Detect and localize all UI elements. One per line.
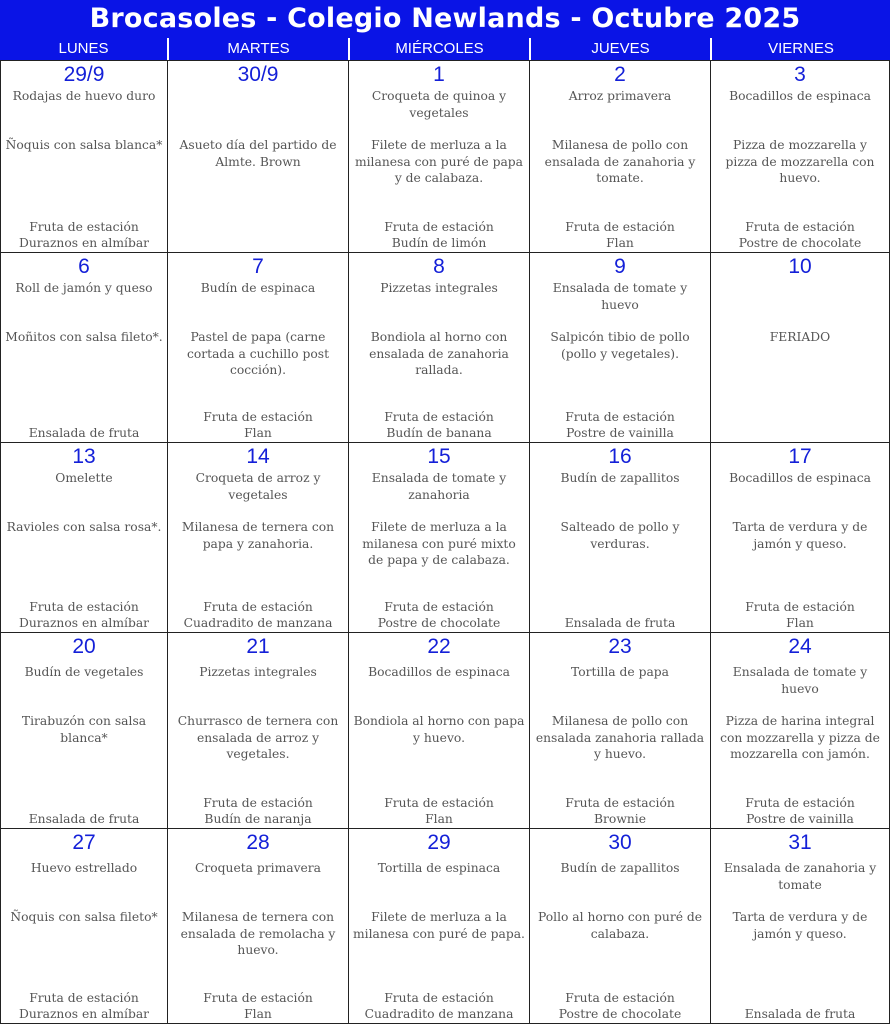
dessert: Postre de vainilla: [746, 811, 854, 826]
fruit: Fruta de estación: [565, 219, 675, 234]
main-course: Milanesa de ternera con papa y zanahoria.: [181, 520, 335, 551]
starter: Croqueta primavera: [194, 861, 322, 875]
day-number: 1: [433, 63, 445, 86]
starter: Budín de vegetales: [24, 665, 144, 679]
fruit: Fruta de estación: [565, 409, 675, 424]
main-course: Filete de merluza a la milanesa con puré de papa.: [353, 910, 525, 941]
fruit: Fruta de estación: [29, 599, 139, 614]
main-course: Bondiola al horno con papa y huevo.: [353, 714, 525, 745]
main-course: Bondiola al horno con ensalada de zanahoria rallada.: [369, 330, 509, 377]
day-number: 14: [246, 445, 270, 468]
fruit: Fruta de estación: [203, 409, 313, 424]
day-cell: [348, 253, 529, 442]
main-course: Pizza de harina integral con mozzarella y pizza de mozzarella con jamón.: [720, 714, 880, 761]
starter: Rodajas de huevo duro: [12, 89, 156, 103]
day-number: 9: [614, 255, 626, 278]
day-cell: [710, 829, 890, 1023]
dessert: Cuadradito de manzana: [183, 615, 333, 630]
starter: Ensalada de zanahoria y tomate: [723, 861, 877, 892]
day-cell: [167, 633, 348, 828]
fruit: Fruta de estación: [745, 599, 855, 614]
day-cell: [167, 253, 348, 442]
weekday-header: [0, 38, 890, 60]
fruit: Fruta de estación: [29, 990, 139, 1005]
fruit: Fruta de estación: [745, 795, 855, 810]
day-number: 31: [788, 831, 812, 854]
day-cell: [710, 61, 890, 252]
dessert: Flan: [425, 811, 453, 826]
day-number: 6: [78, 255, 90, 278]
day-cell: [0, 443, 167, 632]
dessert: Budín de banana: [386, 425, 492, 440]
starter: Bocadillos de espinaca: [368, 665, 510, 679]
fruit: Fruta de estación: [565, 990, 675, 1005]
starter: Ensalada de tomate y huevo: [552, 281, 688, 312]
day-number: 30/9: [237, 63, 279, 86]
day-cell: [529, 633, 710, 828]
dessert: Postre de vainilla: [566, 425, 674, 440]
main-course: Milanesa de pollo con ensalada de zanahoria y tomate.: [544, 138, 696, 185]
dessert: Budín de limón: [391, 235, 487, 250]
main-course: Ravioles con salsa rosa*.: [6, 520, 162, 534]
starter: Pizzetas integrales: [380, 281, 498, 295]
day-number: 8: [433, 255, 445, 278]
starter: Croqueta de arroz y vegetales: [195, 471, 321, 502]
dessert: Ensalada de fruta: [744, 1006, 856, 1021]
dessert: Duraznos en almíbar: [18, 615, 150, 630]
fruit: Fruta de estación: [384, 599, 494, 614]
weekday-monday: LUNES: [58, 40, 109, 57]
main-course: Milanesa de ternera con ensalada de remolacha y huevo.: [180, 910, 336, 957]
dessert: Postre de chocolate: [377, 615, 501, 630]
starter: Budín de zapallitos: [560, 861, 680, 875]
day-cell: [348, 443, 529, 632]
main-course: Tarta de verdura y de jamón y queso.: [732, 910, 868, 941]
day-number: 29: [427, 831, 451, 854]
fruit: Fruta de estación: [203, 599, 313, 614]
main-course: Pastel de papa (carne cortada a cuchillo post cocción).: [186, 330, 330, 377]
dessert: Cuadradito de manzana: [364, 1006, 514, 1021]
weekday-friday: VIERNES: [710, 38, 890, 60]
fruit: Fruta de estación: [384, 219, 494, 234]
main-course: Churrasco de ternera con ensalada de arroz y vegetales.: [177, 714, 339, 761]
fruit: Fruta de estación: [565, 795, 675, 810]
main-course: Moñitos con salsa fileto*.: [5, 330, 163, 344]
main-course: Salteado de pollo y verduras.: [560, 520, 680, 551]
fruit: Fruta de estación: [203, 795, 313, 810]
day-number: 2: [614, 63, 626, 86]
day-number: 7: [252, 255, 264, 278]
starter: Budín de zapallitos: [560, 471, 680, 485]
dessert: Ensalada de fruta: [28, 425, 140, 440]
day-cell: [710, 253, 890, 442]
main-course: Pizza de mozzarella y pizza de mozzarella con huevo.: [725, 138, 875, 185]
dessert: Ensalada de fruta: [28, 811, 140, 826]
day-cell: [0, 829, 167, 1023]
day-cell: [529, 61, 710, 252]
weekday-wednesday: MIÉRCOLES: [348, 38, 529, 60]
day-number: 20: [72, 635, 96, 658]
day-cell: [167, 443, 348, 632]
fruit: Fruta de estación: [384, 990, 494, 1005]
day-cell: [348, 61, 529, 252]
day-number: 21: [246, 635, 270, 658]
page-title: Brocasoles - Colegio Newlands - Octubre 2025: [0, 0, 890, 38]
starter: Bocadillos de espinaca: [729, 471, 871, 485]
weekday-thursday: JUEVES: [529, 38, 710, 60]
starter: Pizzetas integrales: [199, 665, 317, 679]
day-number: 29/9: [63, 63, 105, 86]
fruit: Fruta de estación: [384, 409, 494, 424]
dessert: Duraznos en almíbar: [18, 235, 150, 250]
day-cell: [167, 61, 348, 252]
menu-calendar-grid: [0, 60, 890, 1023]
day-cell: [529, 443, 710, 632]
day-cell: [529, 253, 710, 442]
main-course: Tirabuzón con salsa blanca*: [21, 714, 147, 745]
dessert: Brownie: [594, 811, 646, 826]
day-number: 3: [794, 63, 806, 86]
holiday-label: FERIADO: [769, 330, 831, 344]
day-number: 24: [788, 635, 812, 658]
starter: Huevo estrellado: [30, 861, 138, 875]
calendar-week: [0, 253, 890, 443]
weekday-tuesday: MARTES: [167, 38, 348, 60]
fruit: Fruta de estación: [384, 795, 494, 810]
main-course: Pollo al horno con puré de calabaza.: [537, 910, 703, 941]
day-cell: [710, 443, 890, 632]
day-number: 28: [246, 831, 270, 854]
starter: Tortilla de papa: [571, 665, 669, 679]
day-number: 13: [72, 445, 96, 468]
day-cell: [0, 253, 167, 442]
day-number: 15: [427, 445, 451, 468]
main-course: Filete de merluza a la milanesa con puré mixto de papa y de calabaza.: [362, 520, 516, 567]
dessert: Flan: [606, 235, 634, 250]
main-course: Asueto día del partido de Almte. Brown: [179, 138, 337, 169]
calendar-week: [0, 61, 890, 253]
day-number: 27: [72, 831, 96, 854]
main-course: Milanesa de pollo con ensalada zanahoria rallada y huevo.: [535, 714, 705, 761]
dessert: Postre de chocolate: [558, 1006, 682, 1021]
fruit: Fruta de estación: [203, 990, 313, 1005]
starter: Ensalada de tomate y huevo: [732, 665, 868, 696]
day-cell: [348, 829, 529, 1023]
main-course: Salpicón tibio de pollo (pollo y vegetales).: [550, 330, 690, 361]
main-course: Ñoquis con salsa fileto*: [10, 910, 158, 924]
day-cell: [529, 829, 710, 1023]
starter: Bocadillos de espinaca: [729, 89, 871, 103]
starter: Tortilla de espinaca: [377, 861, 501, 875]
starter: Omelette: [55, 471, 113, 485]
starter: Ensalada de tomate y zanahoria: [371, 471, 507, 502]
day-cell: [0, 633, 167, 828]
fruit: Fruta de estación: [745, 219, 855, 234]
dessert: Budín de naranja: [204, 811, 312, 826]
calendar-week: [0, 443, 890, 633]
dessert: Flan: [244, 425, 272, 440]
calendar-week: [0, 633, 890, 829]
dessert: Ensalada de fruta: [564, 615, 676, 630]
day-cell: [710, 633, 890, 828]
starter: Roll de jamón y queso: [15, 281, 153, 295]
starter: Budín de espinaca: [200, 281, 316, 295]
day-number: 30: [608, 831, 632, 854]
dessert: Postre de chocolate: [738, 235, 862, 250]
starter: Arroz primavera: [568, 89, 672, 103]
dessert: Duraznos en almíbar: [18, 1006, 150, 1021]
day-number: 23: [608, 635, 632, 658]
dessert: Flan: [244, 1006, 272, 1021]
day-number: 17: [788, 445, 812, 468]
day-number: 22: [427, 635, 451, 658]
dessert: Flan: [786, 615, 814, 630]
day-number: 16: [608, 445, 632, 468]
calendar-week: [0, 829, 890, 1024]
day-cell: [0, 61, 167, 252]
day-cell: [348, 633, 529, 828]
fruit: Fruta de estación: [29, 219, 139, 234]
main-course: Filete de merluza a la milanesa con puré de papa y de calabaza.: [354, 138, 524, 185]
starter: Croqueta de quinoa y vegetales: [371, 89, 507, 120]
main-course: Tarta de verdura y de jamón y queso.: [732, 520, 868, 551]
day-number: 10: [788, 255, 812, 278]
day-cell: [167, 829, 348, 1023]
main-course: Ñoquis con salsa blanca*: [5, 138, 163, 152]
